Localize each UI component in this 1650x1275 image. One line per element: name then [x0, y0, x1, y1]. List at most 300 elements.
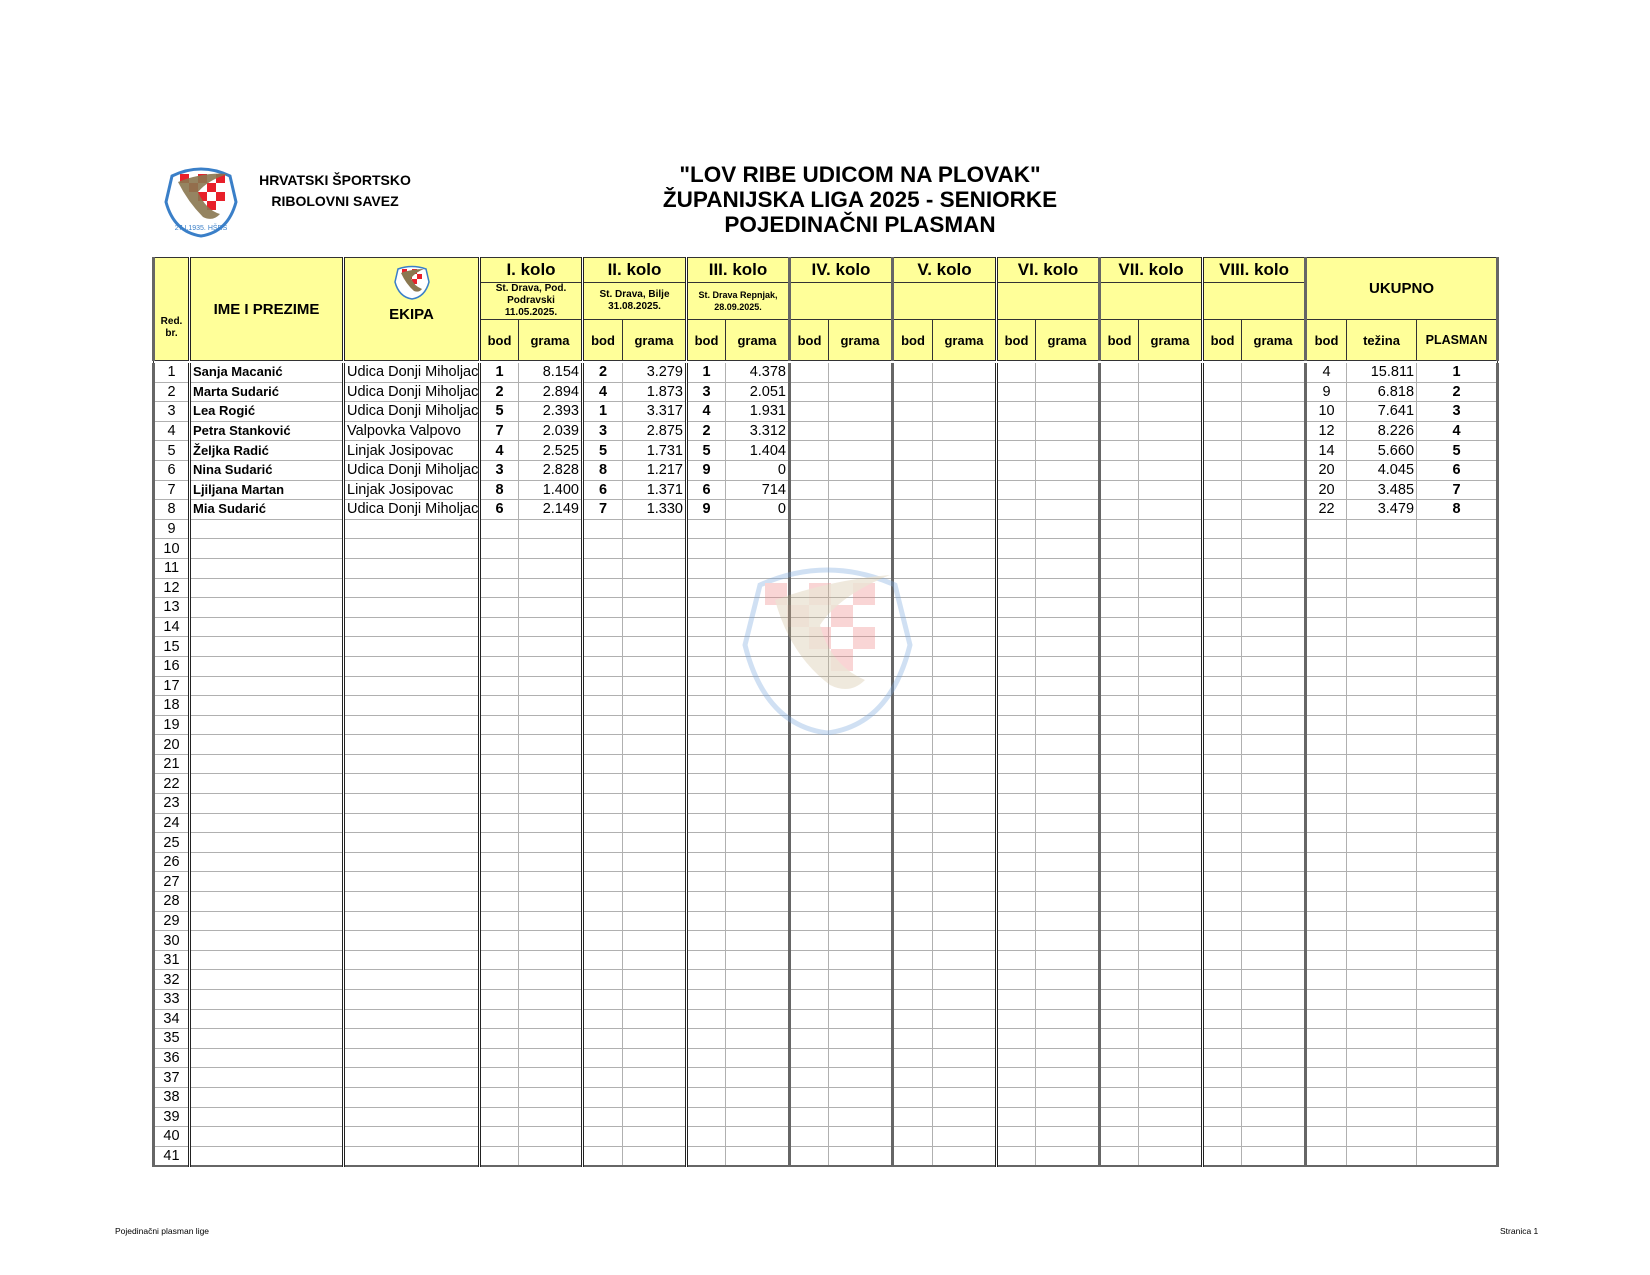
round-7-grama [1139, 519, 1203, 539]
round-2-bod [583, 892, 623, 912]
round-7-grama [1139, 500, 1203, 520]
round-1-grama [519, 774, 583, 794]
round-5-bod [893, 696, 933, 716]
table-row [154, 421, 1498, 441]
round-1-grama [519, 598, 583, 618]
round-6-grama [1036, 363, 1100, 382]
round-2-grama [623, 539, 687, 559]
round-8-bod [1203, 852, 1242, 872]
round-1-grama [519, 637, 583, 657]
table-row [154, 1068, 1498, 1088]
round-8-grama [1242, 421, 1306, 441]
round-1-bod [480, 970, 519, 990]
plasman [1417, 696, 1498, 716]
round-6-bod [997, 1068, 1036, 1088]
round-4-bod [790, 774, 829, 794]
round-7-bod [1100, 1127, 1139, 1147]
round-1-grama [519, 715, 583, 735]
round-1-bod [480, 833, 519, 853]
round-5-bod [893, 480, 933, 500]
round-1-grama [519, 911, 583, 931]
round-2-bod [583, 950, 623, 970]
round-5-grama [933, 1087, 997, 1107]
round-2-bod: 8 [583, 460, 623, 480]
round-1-bod [480, 892, 519, 912]
round-3-bod [687, 813, 726, 833]
total-bod [1306, 813, 1347, 833]
round-5-bod [893, 1048, 933, 1068]
round-7-grama [1139, 1146, 1203, 1166]
row-number: 40 [154, 1127, 190, 1147]
round-8-bod [1203, 598, 1242, 618]
round-8-bod [1203, 931, 1242, 951]
round-8-grama [1242, 715, 1306, 735]
round-8-grama [1242, 1048, 1306, 1068]
round-3-bod [687, 1146, 726, 1166]
round-2-bod [583, 1048, 623, 1068]
round-7-bod [1100, 539, 1139, 559]
round-5-grama [933, 1107, 997, 1127]
row-number: 29 [154, 911, 190, 931]
round-4-bod [790, 656, 829, 676]
round-3-grama [726, 558, 790, 578]
table-row [154, 500, 1498, 520]
round-2-grama [623, 1087, 687, 1107]
table-row [154, 363, 1498, 382]
round-3-bod [687, 617, 726, 637]
competitor-name [190, 911, 344, 931]
round-5-grama [933, 480, 997, 500]
round-1-bod [480, 696, 519, 716]
round-7-grama [1139, 754, 1203, 774]
round-1-grama [519, 676, 583, 696]
round-3-bod [687, 1068, 726, 1088]
round-5-bod [893, 1127, 933, 1147]
round-2-bod [583, 598, 623, 618]
row-number: 27 [154, 872, 190, 892]
total-tezina: 3.479 [1347, 500, 1417, 520]
plasman [1417, 1127, 1498, 1147]
row-number: 36 [154, 1048, 190, 1068]
table-row [154, 754, 1498, 774]
round-4-bod [790, 441, 829, 461]
round-1-bod: 8 [480, 480, 519, 500]
round-4-bod [790, 990, 829, 1010]
round-3-bod [687, 1029, 726, 1049]
round-8-grama [1242, 1127, 1306, 1147]
row-number: 39 [154, 1107, 190, 1127]
round-7-grama [1139, 735, 1203, 755]
round-8-grama [1242, 1146, 1306, 1166]
round-4-grama [829, 950, 893, 970]
round-5-grama [933, 754, 997, 774]
table-row [154, 696, 1498, 716]
table-row [154, 1087, 1498, 1107]
round-2-grama [623, 1127, 687, 1147]
round-1-bod [480, 715, 519, 735]
round-1-grama [519, 735, 583, 755]
round-8-grama [1242, 911, 1306, 931]
round-4-grama [829, 578, 893, 598]
round-3-bod [687, 637, 726, 657]
round-6-bod [997, 1087, 1036, 1107]
round-5-bod [893, 794, 933, 814]
row-number: 15 [154, 637, 190, 657]
round-2-grama [623, 617, 687, 637]
round-1-grama: 2.894 [519, 382, 583, 402]
competitor-name [190, 892, 344, 912]
round-3-grama [726, 1048, 790, 1068]
round-3-grama [726, 656, 790, 676]
competitor-name: Sanja Macanić [190, 363, 344, 382]
hsrs-logo [158, 162, 244, 238]
round-5-bod [893, 1107, 933, 1127]
competitor-name [190, 813, 344, 833]
round-4-grama [829, 500, 893, 520]
team-name: Linjak Josipovac [344, 441, 480, 461]
round-6-grama [1036, 1009, 1100, 1029]
total-bod [1306, 617, 1347, 637]
round-8-bod [1203, 656, 1242, 676]
row-number: 19 [154, 715, 190, 735]
plasman: 8 [1417, 500, 1498, 520]
round-7-grama [1139, 578, 1203, 598]
round-4-grama [829, 754, 893, 774]
round-1-bod [480, 950, 519, 970]
round-6-grama [1036, 715, 1100, 735]
round-3-grama [726, 637, 790, 657]
round-8-bod [1203, 1146, 1242, 1166]
round-7-grama [1139, 421, 1203, 441]
round-3-bod [687, 970, 726, 990]
round-8-label: VIII. kolo [1203, 258, 1306, 283]
round-5-grama [933, 363, 997, 382]
round-6-grama [1036, 519, 1100, 539]
row-number: 17 [154, 676, 190, 696]
round-6-bod [997, 833, 1036, 853]
round-5-grama-header: grama [933, 320, 997, 361]
round-7-bod [1100, 1087, 1139, 1107]
round-4-bod [790, 696, 829, 716]
round-3-grama [726, 519, 790, 539]
round-2-bod [583, 696, 623, 716]
total-tezina [1347, 1087, 1417, 1107]
round-7-grama [1139, 363, 1203, 382]
round-4-bod [790, 460, 829, 480]
total-tezina [1347, 911, 1417, 931]
round-4-bod [790, 637, 829, 657]
table-row [154, 1146, 1498, 1166]
round-4-bod [790, 1146, 829, 1166]
round-7-grama [1139, 1127, 1203, 1147]
round-7-bod [1100, 715, 1139, 735]
round-4-bod [790, 402, 829, 422]
round-8-bod [1203, 794, 1242, 814]
round-1-grama [519, 1009, 583, 1029]
round-5-grama [933, 1068, 997, 1088]
round-8-bod [1203, 637, 1242, 657]
round-4-bod [790, 421, 829, 441]
round-8-grama [1242, 735, 1306, 755]
round-8-grama [1242, 617, 1306, 637]
round-5-grama [933, 1146, 997, 1166]
round-2-grama: 2.875 [623, 421, 687, 441]
round-8-bod-header: bod [1203, 320, 1242, 361]
round-7-grama [1139, 1107, 1203, 1127]
round-3-bod [687, 872, 726, 892]
round-2-grama [623, 1146, 687, 1166]
total-tezina [1347, 696, 1417, 716]
team-name [344, 1107, 480, 1127]
round-7-bod [1100, 931, 1139, 951]
total-bod [1306, 715, 1347, 735]
total-bod [1306, 872, 1347, 892]
round-4-grama [829, 441, 893, 461]
round-7-bod [1100, 794, 1139, 814]
round-4-grama [829, 598, 893, 618]
round-7-bod [1100, 892, 1139, 912]
round-7-grama [1139, 1029, 1203, 1049]
team-name [344, 696, 480, 716]
round-5-bod [893, 911, 933, 931]
total-tezina [1347, 519, 1417, 539]
row-number: 28 [154, 892, 190, 912]
total-bod [1306, 1146, 1347, 1166]
round-6-bod [997, 715, 1036, 735]
round-6-venue [997, 283, 1100, 320]
total-bod [1306, 519, 1347, 539]
round-3-grama: 3.312 [726, 421, 790, 441]
round-6-grama [1036, 558, 1100, 578]
round-2-bod: 5 [583, 441, 623, 461]
total-bod [1306, 754, 1347, 774]
row-number: 4 [154, 421, 190, 441]
round-5-bod [893, 813, 933, 833]
round-1-grama [519, 1146, 583, 1166]
round-3-grama [726, 852, 790, 872]
round-6-grama [1036, 1087, 1100, 1107]
round-8-grama [1242, 402, 1306, 422]
round-3-grama [726, 1146, 790, 1166]
round-2-grama [623, 990, 687, 1010]
round-1-bod [480, 519, 519, 539]
round-4-bod [790, 676, 829, 696]
round-2-bod [583, 676, 623, 696]
round-8-bod [1203, 539, 1242, 559]
round-7-venue [1100, 283, 1203, 320]
round-7-bod [1100, 500, 1139, 520]
round-5-grama [933, 1127, 997, 1147]
round-3-grama [726, 872, 790, 892]
round-6-bod [997, 637, 1036, 657]
round-2-bod [583, 656, 623, 676]
round-8-grama [1242, 382, 1306, 402]
competitor-name [190, 539, 344, 559]
competitor-name [190, 852, 344, 872]
round-2-bod: 3 [583, 421, 623, 441]
round-2-grama [623, 598, 687, 618]
round-4-bod [790, 1107, 829, 1127]
row-number: 30 [154, 931, 190, 951]
round-5-grama [933, 598, 997, 618]
logo-text: 27.I.1935. HŠRS [174, 225, 228, 232]
plasman [1417, 1146, 1498, 1166]
round-3-grama [726, 990, 790, 1010]
total-tezina: 3.485 [1347, 480, 1417, 500]
total-tezina [1347, 970, 1417, 990]
round-1-bod-header: bod [480, 320, 519, 361]
round-6-grama [1036, 774, 1100, 794]
round-3-grama [726, 598, 790, 618]
round-8-bod [1203, 1127, 1242, 1147]
table-row [154, 735, 1498, 755]
row-number: 2 [154, 382, 190, 402]
round-3-grama-header: grama [726, 320, 790, 361]
round-5-bod [893, 382, 933, 402]
round-7-grama [1139, 539, 1203, 559]
total-tezina [1347, 1146, 1417, 1166]
round-5-bod [893, 637, 933, 657]
plasman [1417, 1029, 1498, 1049]
plasman [1417, 1068, 1498, 1088]
round-4-grama [829, 911, 893, 931]
round-8-grama [1242, 363, 1306, 382]
round-6-bod [997, 872, 1036, 892]
round-8-bod [1203, 715, 1242, 735]
round-4-grama [829, 794, 893, 814]
round-7-grama [1139, 558, 1203, 578]
round-4-bod [790, 1087, 829, 1107]
total-tezina: 8.226 [1347, 421, 1417, 441]
round-7-bod [1100, 813, 1139, 833]
round-7-bod [1100, 1107, 1139, 1127]
round-2-bod [583, 715, 623, 735]
round-2-grama [623, 813, 687, 833]
org-name-line1: HRVATSKI ŠPORTSKO [259, 172, 411, 188]
round-2-grama [623, 578, 687, 598]
table-row [154, 1029, 1498, 1049]
table-row [154, 519, 1498, 539]
round-7-bod [1100, 1146, 1139, 1166]
round-4-grama [829, 421, 893, 441]
round-3-label: III. kolo [687, 258, 790, 283]
round-2-grama [623, 970, 687, 990]
round-4-grama [829, 833, 893, 853]
round-4-venue [790, 283, 893, 320]
total-bod [1306, 598, 1347, 618]
round-2-bod [583, 931, 623, 951]
round-6-grama [1036, 911, 1100, 931]
round-5-grama [933, 813, 997, 833]
round-4-grama [829, 990, 893, 1010]
round-3-grama: 0 [726, 460, 790, 480]
team-name [344, 872, 480, 892]
round-1-bod [480, 637, 519, 657]
round-8-bod [1203, 676, 1242, 696]
round-7-bod [1100, 774, 1139, 794]
round-5-bod [893, 1009, 933, 1029]
round-7-bod [1100, 402, 1139, 422]
table-row [154, 852, 1498, 872]
round-3-bod [687, 656, 726, 676]
team-name [344, 1087, 480, 1107]
round-8-grama [1242, 970, 1306, 990]
round-5-grama [933, 990, 997, 1010]
round-8-bod [1203, 460, 1242, 480]
round-5-bod [893, 931, 933, 951]
plasman [1417, 872, 1498, 892]
plasman [1417, 637, 1498, 657]
round-7-bod [1100, 735, 1139, 755]
team-name: Udica Donji Miholjac [344, 382, 480, 402]
round-4-bod [790, 950, 829, 970]
table-row [154, 872, 1498, 892]
round-1-grama: 2.393 [519, 402, 583, 422]
total-tezina [1347, 1048, 1417, 1068]
round-5-bod-header: bod [893, 320, 933, 361]
team-name [344, 754, 480, 774]
title-line2: ŽUPANIJSKA LIGA 2025 - SENIORKE [662, 187, 1058, 212]
round-3-grama: 0 [726, 500, 790, 520]
competitor-name [190, 931, 344, 951]
round-7-grama [1139, 794, 1203, 814]
round-8-bod [1203, 696, 1242, 716]
round-2-grama [623, 950, 687, 970]
round-7-bod [1100, 480, 1139, 500]
round-7-grama [1139, 656, 1203, 676]
total-bod: 20 [1306, 460, 1347, 480]
round-7-grama [1139, 813, 1203, 833]
round-3-bod [687, 931, 726, 951]
round-4-grama [829, 774, 893, 794]
round-8-grama-header: grama [1242, 320, 1306, 361]
round-1-bod [480, 676, 519, 696]
round-6-bod [997, 441, 1036, 461]
round-3-bod [687, 558, 726, 578]
plasman [1417, 774, 1498, 794]
team-name [344, 990, 480, 1010]
round-8-bod [1203, 833, 1242, 853]
table-row [154, 1048, 1498, 1068]
round-7-grama [1139, 676, 1203, 696]
round-4-bod [790, 598, 829, 618]
round-5-bod [893, 539, 933, 559]
round-8-grama [1242, 833, 1306, 853]
round-1-grama [519, 754, 583, 774]
table-row [154, 813, 1498, 833]
round-1-bod [480, 656, 519, 676]
round-5-bod [893, 1146, 933, 1166]
round-6-grama [1036, 696, 1100, 716]
round-1-bod [480, 931, 519, 951]
round-4-grama [829, 1127, 893, 1147]
round-6-bod [997, 892, 1036, 912]
table-row [154, 460, 1498, 480]
round-7-bod [1100, 558, 1139, 578]
total-bod [1306, 539, 1347, 559]
round-8-bod [1203, 1048, 1242, 1068]
plasman [1417, 1009, 1498, 1029]
team-name [344, 1009, 480, 1029]
competitor-name [190, 1068, 344, 1088]
round-1-bod [480, 794, 519, 814]
round-1-bod [480, 735, 519, 755]
round-4-grama [829, 480, 893, 500]
round-1-bod: 5 [480, 402, 519, 422]
round-4-bod [790, 480, 829, 500]
round-1-grama [519, 1107, 583, 1127]
round-2-grama [623, 735, 687, 755]
